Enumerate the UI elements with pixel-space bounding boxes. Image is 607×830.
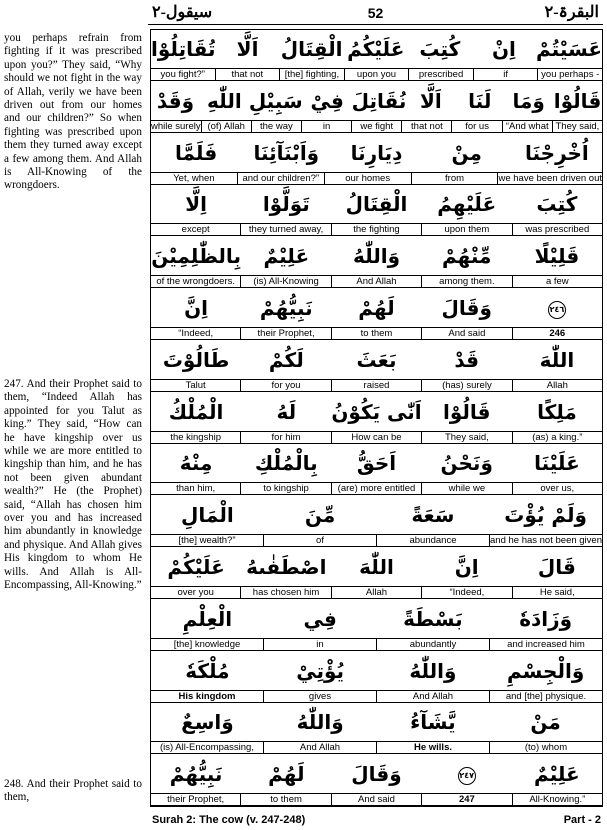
word-translation: while surely (150, 120, 201, 132)
word-translation: we fight (351, 121, 401, 132)
arabic-word: لَكُمْ (268, 347, 304, 372)
arabic-word: وَزَادَهٗ (519, 606, 573, 631)
word-translation: for him (240, 432, 330, 443)
arabic-word: قَالُوْا (442, 399, 491, 424)
word-translation: raised (331, 380, 421, 391)
arabic-line (151, 444, 602, 482)
arabic-word: مَنْ (530, 710, 561, 735)
word-translation: for you (240, 380, 330, 391)
arabic-word: مَلِكًا (537, 399, 577, 424)
word-translation: has chosen him (240, 587, 330, 598)
arabic-word: مُلْكَهٗ (185, 658, 230, 683)
word-translation: And said (331, 794, 421, 805)
arabic-word: لَهُمْ (268, 762, 305, 787)
word-translation: They said, (421, 432, 511, 443)
word-translation: in (301, 121, 351, 132)
arabic-word: اَلَّا (236, 37, 259, 61)
word-translation: [the] knowledge (173, 638, 241, 650)
word-translation: gives (263, 691, 376, 702)
word-translation: upon you (344, 69, 409, 80)
word-translation: in (263, 639, 376, 650)
word-translation: the kingship (170, 431, 222, 443)
translation-line (151, 223, 602, 236)
verse-row (151, 134, 602, 186)
arabic-line (151, 134, 602, 172)
arabic-word: وَاَبْنَآئِنَا (253, 140, 320, 165)
arabic-word: اِنْ (491, 37, 516, 61)
word-translation: we have been driven out (498, 172, 602, 184)
word-translation: to kingship (240, 483, 330, 494)
arabic-word: بَسْطَةً (403, 606, 463, 631)
arabic-line (151, 496, 602, 534)
word-translation: of (263, 535, 376, 546)
arabic-word: فِي (303, 606, 337, 631)
arabic-word: وَقَدْ (156, 88, 195, 113)
arabic-word: الْقِتَالُ (345, 192, 408, 217)
word-translation: you fight?” (160, 69, 205, 80)
word-translation: their Prophet, (167, 794, 225, 806)
word-translation: And Allah (331, 276, 421, 287)
arabic-word: اُخْرِجْنَا (524, 140, 589, 165)
word-translation: they turned away, (240, 224, 330, 235)
arabic-word: عَلَيْهِمُ (437, 192, 497, 217)
word-translation: And Allah (263, 742, 376, 753)
arabic-word: قَالَ (537, 555, 576, 579)
arabic-line (151, 237, 602, 275)
arabic-word: كُتِبَ (419, 37, 461, 61)
word-translation: All-Knowing.” (512, 794, 602, 805)
arabic-word: وَنَحْنُ (440, 451, 493, 476)
arabic-word: اَنّٰى يَكُوْنُ (331, 399, 422, 424)
arabic-line (151, 185, 602, 223)
arabic-word: عَسَيْتُمْ (535, 37, 602, 61)
arabic-word: قَدْ (454, 347, 480, 372)
word-translation: prescribed (408, 69, 473, 80)
word-translation: And said (421, 328, 511, 339)
word-by-word-grid (150, 29, 603, 807)
side-note-247-text: 247. And their Prophet said to them, “Indeed Allah has appointed for you Talut as king.” They said, “How can he have kingship over us while we are more entitled to kingship than him, and he has not been given abundant wealth?” He (the Prophet) said, “Allah has chosen him over you and has increased him abundantly in knowledge and physique. And Allah gives His kingdom to whom He wills. And Allah is All-Encompassing, All-Knowing.” (4, 378, 142, 592)
word-translation: over you (177, 587, 214, 598)
word-translation: to them (331, 328, 421, 339)
arabic-word: يُؤْتِيْ (296, 658, 345, 683)
word-translation: He wills. (376, 742, 489, 753)
arabic-line (151, 755, 602, 793)
verse-number-marker: ٢٤٦ (548, 301, 566, 319)
verse-row (151, 185, 602, 237)
arabic-line (151, 652, 602, 690)
verse-row (151, 548, 602, 600)
arabic-word: وَاللّٰهُ (296, 710, 344, 735)
word-translation: (to) whom (489, 742, 602, 753)
word-translation: while we (421, 483, 511, 494)
translation-line (151, 120, 602, 133)
arabic-line (151, 600, 602, 638)
arabic-word: مِّنَ (304, 503, 336, 528)
word-translation: and [the] physique. (489, 691, 602, 702)
arabic-line (151, 548, 602, 586)
arabic-word: عَلَيْكُمْ (167, 555, 225, 579)
word-translation: “Indeed, (421, 587, 511, 598)
arabic-word: وَاللّٰهُ (409, 658, 457, 683)
arabic-line (151, 289, 602, 327)
arabic-word: مِّنْهُمْ (441, 244, 492, 269)
arabic-word: الْمُلْكُ (168, 399, 224, 424)
arabic-word: مِنْ (451, 140, 482, 165)
word-translation: 247 (421, 794, 511, 805)
word-translation: among them. (421, 276, 511, 287)
word-translation: His kingdom (178, 690, 236, 702)
verse-row (151, 393, 602, 445)
translation-line (151, 482, 602, 495)
verse-row (151, 703, 602, 755)
word-translation: the fighting (331, 224, 421, 235)
arabic-word: مِنْهُ (179, 451, 213, 476)
word-translation: 246 (512, 328, 602, 339)
verse-row (151, 30, 602, 82)
verse-row (151, 652, 602, 704)
word-translation: (is) All-Knowing (240, 276, 330, 287)
word-translation: than him, (176, 483, 216, 495)
footer-surah-reference: Surah 2: The cow (v. 247-248) (152, 814, 306, 826)
arabic-word: عَلَيْكُمُ (347, 37, 405, 61)
word-translation: if (473, 69, 538, 80)
arabic-word: وَاللّٰهُ (352, 244, 401, 269)
arabic-word: اصْطَفٰىهُ (246, 555, 327, 579)
arabic-word: وَقَالَ (441, 296, 492, 320)
arabic-line (151, 341, 602, 379)
page-number: 52 (367, 5, 384, 21)
arabic-line (151, 703, 602, 741)
translation-line (151, 638, 602, 651)
word-translation: abundantly (376, 639, 489, 650)
arabic-word: طَالُوْتَ (162, 347, 230, 372)
arabic-word: نَبِيُّهُمْ (169, 762, 223, 787)
verse-row (151, 82, 602, 134)
arabic-word: سَعَةً (411, 503, 455, 528)
arabic-word: بَعَثَ (356, 347, 397, 372)
arabic-word: الْمَالِ (181, 503, 234, 528)
word-translation: of the wrongdoers. (156, 276, 236, 288)
arabic-word: قَالُوْا (553, 88, 602, 113)
word-translation: our homes (324, 173, 411, 184)
arabic-word: فِيْ (310, 88, 344, 113)
word-translation: [the] wealth?” (178, 535, 236, 547)
word-translation: (has) surely (421, 380, 511, 391)
arabic-word: نُقَاتِلَ (351, 88, 407, 113)
word-translation: (as) a king.” (512, 432, 602, 443)
page-header (148, 0, 603, 25)
word-translation: to them (240, 794, 330, 805)
arabic-word: قَلِيْلًا (534, 244, 580, 269)
arabic-word: وَقَالَ (351, 762, 402, 787)
arabic-word: عَلَيْنَا (534, 451, 580, 476)
arabic-word: لَهُمْ (358, 296, 395, 320)
arabic-word: لَنَا (468, 88, 492, 113)
translation-line (151, 431, 602, 444)
word-translation: and he has not been given (490, 535, 602, 547)
word-translation: that not (215, 69, 280, 80)
arabic-line (151, 82, 602, 120)
arabic-word: اَحَقُّ (356, 451, 397, 476)
translation-line (151, 741, 602, 754)
word-translation: abundance (376, 535, 489, 546)
arabic-word: الْعِلْمِ (182, 606, 233, 631)
word-translation: They said, (552, 121, 602, 132)
arabic-word: بِالظّٰلِمِيْنَ (151, 244, 241, 269)
translation-line (151, 534, 602, 547)
arabic-word: اللّٰهِ (207, 88, 242, 113)
verse-end-marker (422, 755, 512, 793)
arabic-word: دِيَارِنَا (350, 140, 403, 165)
word-translation: He said, (512, 587, 602, 598)
header-surah-name: البقرۃ-۲ (544, 4, 599, 21)
arabic-word: تُقَاتِلُوْا (151, 37, 216, 61)
word-translation: [the] fighting, (279, 69, 344, 80)
arabic-word: نَبِيُّهُمْ (259, 296, 313, 320)
arabic-word: وَاسِعٌ (181, 710, 234, 735)
word-translation: Allah (331, 587, 421, 598)
word-translation: (are) more entitled (331, 483, 421, 494)
side-note-247 (4, 378, 142, 593)
word-translation: Yet, when (173, 172, 215, 184)
side-note-246: you perhaps refrain from fighting if it was prescribed upon you?” They said, “Why should we not fight in the way of Allah, verily we have been driven out from our homes and our children?” So when fighting was prescribed upon them they turned away except a few among them. And Allah is All-Knowing of the wrongdoers. (4, 32, 142, 192)
word-translation: “And what (502, 121, 552, 132)
verse-row (151, 444, 602, 496)
translation-line (151, 275, 602, 288)
word-translation: And Allah (376, 691, 489, 702)
arabic-word: اِلَّا (185, 192, 207, 217)
word-translation: was prescribed (512, 224, 602, 235)
word-translation: “Indeed, (178, 328, 214, 339)
arabic-line (151, 30, 602, 68)
arabic-word: عَلِيْمٌ (263, 244, 310, 269)
footer-part: Part - 2 (563, 814, 601, 826)
word-translation: (of) Allah (201, 121, 251, 132)
arabic-word: تَوَلَّوْا (262, 192, 310, 217)
arabic-word: اِنَّ (184, 296, 209, 320)
word-translation: Talut (185, 379, 206, 391)
word-translation: the way (251, 121, 301, 132)
arabic-word: سَبِيْلِ (248, 88, 303, 113)
verse-end-marker (512, 289, 602, 327)
word-translation: except (181, 224, 210, 236)
verse-row (151, 600, 602, 652)
arabic-word: بِالْمُلْكِ (254, 451, 318, 476)
word-translation: Allah (512, 380, 602, 391)
translation-line (151, 172, 602, 185)
word-translation: that not (401, 121, 451, 132)
translation-line (151, 327, 602, 340)
arabic-word: وَلَمْ يُؤْتَ (504, 503, 587, 528)
arabic-word: فَلَمَّا (174, 140, 218, 165)
arabic-word: وَالْجِسْمِ (507, 658, 585, 683)
verse-row (151, 496, 602, 548)
translation-line (151, 690, 602, 703)
word-translation: a few (512, 276, 602, 287)
page-footer (150, 811, 603, 829)
verse-row (151, 237, 602, 289)
side-note-248: 248. And their Prophet said to them, (4, 778, 142, 804)
arabic-word: الْقِتَالُ (280, 37, 343, 61)
word-translation: over us, (512, 483, 602, 494)
verse-number-marker: ٢٤٧ (458, 767, 476, 785)
arabic-word: اللّٰهَ (539, 347, 575, 372)
translation-line (151, 379, 602, 392)
header-juz-name: سیقول-۲ (152, 4, 213, 21)
arabic-word: يَّشَآءُ (410, 710, 456, 735)
word-translation: their Prophet, (240, 328, 330, 339)
arabic-line (151, 393, 602, 431)
word-translation: (is) All-Encompassing, (160, 742, 254, 754)
arabic-word: اِنَّ (454, 555, 479, 579)
arabic-word: اَلَّا (419, 88, 442, 113)
arabic-word: اللّٰهَ (359, 555, 394, 579)
arabic-word: لَهُ (276, 399, 297, 424)
arabic-word: كُتِبَ (536, 192, 578, 217)
translation-line (151, 586, 602, 599)
verse-row (151, 341, 602, 393)
arabic-word: وَمَا (512, 88, 545, 113)
verse-row (151, 289, 602, 341)
word-translation: How can be (331, 432, 421, 443)
word-translation: for us (451, 121, 501, 132)
word-translation: and increased him (489, 639, 602, 650)
translation-line (151, 793, 602, 806)
verse-row (151, 755, 602, 807)
word-translation: and our children?” (237, 173, 324, 184)
translation-line (151, 68, 602, 81)
word-translation: upon them (421, 224, 511, 235)
word-translation: from (411, 173, 498, 184)
word-translation: you perhaps - (537, 69, 602, 80)
arabic-word: عَلِيْمٌ (534, 762, 580, 787)
